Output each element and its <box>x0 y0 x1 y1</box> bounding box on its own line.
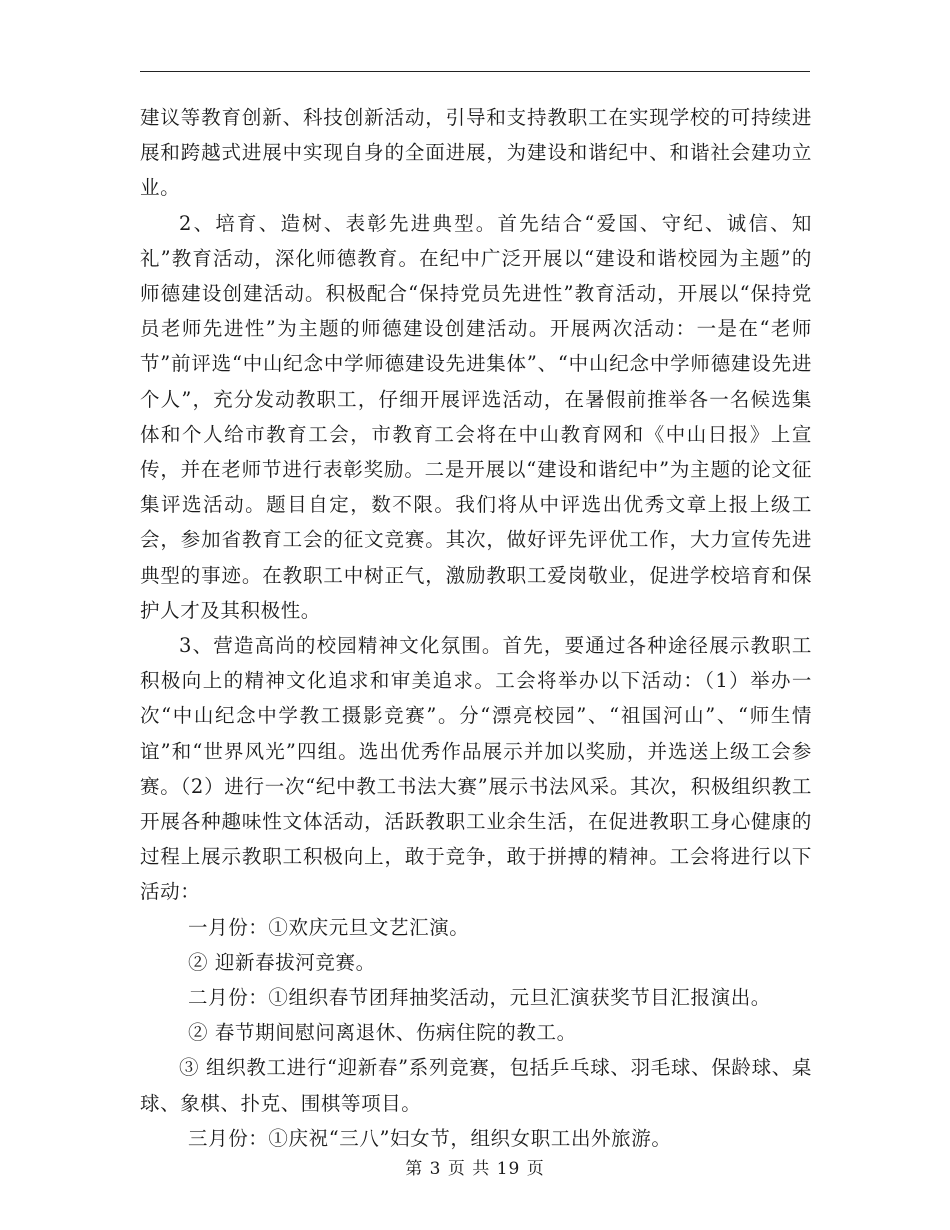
schedule-february-item-2: ② 春节期间慰问离退休、伤病住院的教工。 <box>188 1021 577 1045</box>
page-number: 第 3 页 共 19 页 <box>405 1159 545 1179</box>
header-rule <box>140 71 810 72</box>
document-body <box>140 100 812 1156</box>
schedule-march: 三月份：①庆祝“三八”妇女节，组织女职工出外旅游。 <box>188 1126 672 1150</box>
schedule-january: 一月份：①欢庆元旦文艺汇演。 <box>188 915 470 939</box>
schedule-february: 二月份：①组织春节团拜抽奖活动，元旦汇演获奖节目汇报演出。 <box>188 986 771 1010</box>
schedule-february-item-3: ③ 组织教工进行“迎新春”系列竞赛，包括乒乓球、羽毛球、保龄球、桌球、象棋、扑克、围棋等项目。 <box>140 1056 812 1115</box>
paragraph-exemplary-models: 2、培育、造树、表彰先进典型。首先结合“爱国、守纪、诚信、知礼”教育活动，深化师德教育。在纪中广泛开展以“建设和谐校园为主题”的师德建设创建活动。积极配合“保持党员先进性”教育活动，开展以“保持党员老师先进性”为主题的师德建设创建活动。开展两次活动：一是在“老师节”前评选“中山纪念中学师德建设先进集体”、“中山纪念中学师德建设先进个人”，充分发动教职工，仔细开展评选活动，在暑假前推举各一名候选集体和个人给市教育工会，市教育工会将在中山教育网和《中山日报》上宣传，并在老师节进行表彰奖励。二是开展以“建设和谐纪中”为主题的论文征集评选活动。题目自定，数不限。我们将从中评选出优秀文章上报上级工会，参加省教育工会的征文竞赛。其次，做好评先评优工作，大力宣传先进典型的事迹。在教职工中树正气，激励教职工爱岗敬业，促进学校培育和保护人才及其积极性。 <box>140 211 812 622</box>
paragraph-continuation: 建议等教育创新、科技创新活动，引导和支持教职工在实现学校的可持续进展和跨越式进展中实现自身的全面进展，为建设和谐纪中、和谐社会建功立业。 <box>140 106 812 200</box>
paragraph-campus-culture: 3、营造高尚的校园精神文化氛围。首先，要通过各种途径展示教职工积极向上的精神文化追求和审美追求。工会将举办以下活动：（1）举办一次“中山纪念中学教工摄影竞赛”。分“漂亮校园”、“祖国河山”、“师生情谊”和“世界风光”四组。选出优秀作品展示并加以奖励，并选送上级工会参赛。（2）进行一次“纪中教工书法大赛”展示书法风采。其次，积极组织教工开展各种趣味性文体活动，活跃教职工业余生活，在促进教职工身心健康的过程上展示教职工积极向上，敢于竞争，敢于拼搏的精神。工会将进行以下活动： <box>140 634 812 904</box>
schedule-january-item-2: ② 迎新春拔河竞赛。 <box>188 950 376 974</box>
